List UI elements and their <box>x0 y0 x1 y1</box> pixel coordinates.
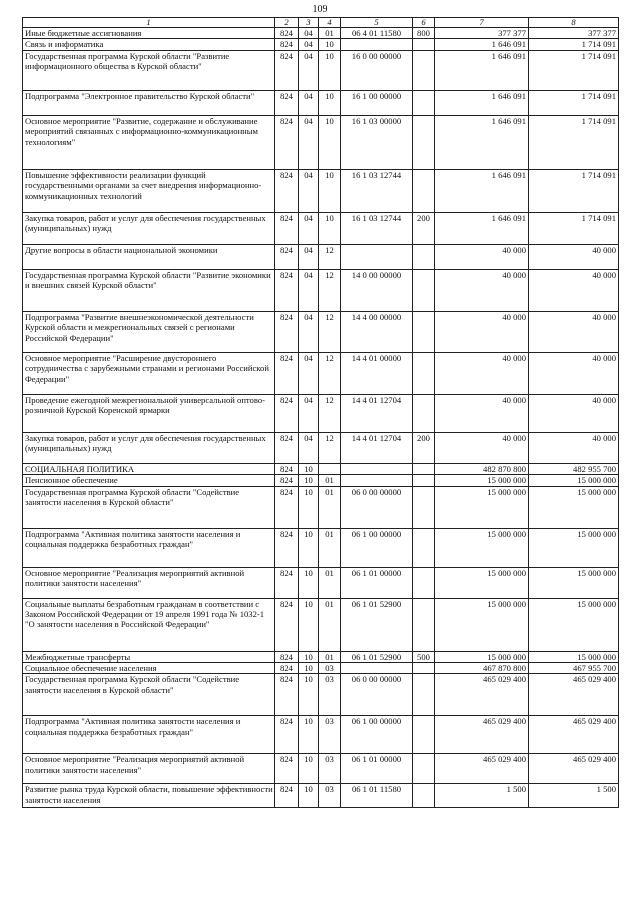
row-vr <box>413 486 435 528</box>
row-vr <box>413 663 435 674</box>
row-rz: 10 <box>299 716 319 754</box>
table-row <box>23 598 619 651</box>
row-rz: 04 <box>299 269 319 311</box>
row-sum-1: 482 870 800 <box>435 463 529 474</box>
row-sum-2: 1 714 091 <box>529 169 619 212</box>
row-vr <box>413 269 435 311</box>
row-pr: 01 <box>319 486 341 528</box>
row-pr: 01 <box>319 598 341 651</box>
row-grbs: 824 <box>275 50 299 90</box>
row-grbs: 824 <box>275 352 299 394</box>
row-pr: 10 <box>319 212 341 244</box>
row-grbs: 824 <box>275 90 299 115</box>
row-sum-2: 15 000 000 <box>529 567 619 598</box>
header-row <box>23 18 619 28</box>
column-header: 8 <box>529 18 619 28</box>
row-vr <box>413 311 435 352</box>
row-sum-2: 15 000 000 <box>529 651 619 662</box>
table-row <box>23 663 619 674</box>
row-name: Подпрограмма "Активная политика занятости населения и социальная поддержка безработных граждан" <box>23 716 275 754</box>
row-pr: 10 <box>319 169 341 212</box>
row-name: Иные бюджетные ассигнования <box>23 28 275 39</box>
row-pr: 03 <box>319 754 341 784</box>
row-csr: 06 4 01 11580 <box>341 28 413 39</box>
row-pr: 03 <box>319 716 341 754</box>
row-pr: 01 <box>319 528 341 567</box>
row-rz: 04 <box>299 244 319 269</box>
table-row <box>23 716 619 754</box>
row-sum-1: 40 000 <box>435 269 529 311</box>
row-csr: 16 1 03 12744 <box>341 169 413 212</box>
row-sum-1: 15 000 000 <box>435 528 529 567</box>
row-pr: 10 <box>319 90 341 115</box>
row-sum-2: 1 714 091 <box>529 39 619 50</box>
row-csr: 14 4 00 00000 <box>341 311 413 352</box>
row-sum-1: 1 500 <box>435 784 529 808</box>
table-row <box>23 475 619 486</box>
row-grbs: 824 <box>275 754 299 784</box>
row-csr: 06 0 00 00000 <box>341 674 413 716</box>
row-sum-2: 40 000 <box>529 269 619 311</box>
row-rz: 04 <box>299 394 319 432</box>
row-vr <box>413 528 435 567</box>
row-csr <box>341 475 413 486</box>
row-pr: 01 <box>319 651 341 662</box>
row-sum-2: 40 000 <box>529 352 619 394</box>
row-name: Закупка товаров, работ и услуг для обеспечения государственных (муниципальных) нужд <box>23 212 275 244</box>
row-csr: 16 0 00 00000 <box>341 50 413 90</box>
row-name: Основное мероприятие "Расширение двустороннего сотрудничества с зарубежными странами и регионами Российской Федерации" <box>23 352 275 394</box>
row-grbs: 824 <box>275 674 299 716</box>
row-csr: 06 1 01 00000 <box>341 567 413 598</box>
row-sum-1: 40 000 <box>435 244 529 269</box>
row-sum-1: 15 000 000 <box>435 598 529 651</box>
row-pr: 03 <box>319 784 341 808</box>
row-grbs: 824 <box>275 663 299 674</box>
row-grbs: 824 <box>275 244 299 269</box>
table-row <box>23 39 619 50</box>
row-sum-2: 467 955 700 <box>529 663 619 674</box>
row-name: Основное мероприятие "Развитие, содержание и обслуживание мероприятий связанных с информационно-коммуникационным технологиям" <box>23 115 275 169</box>
row-sum-1: 377 377 <box>435 28 529 39</box>
row-vr <box>413 716 435 754</box>
row-csr <box>341 463 413 474</box>
row-rz: 10 <box>299 784 319 808</box>
row-rz: 04 <box>299 352 319 394</box>
row-sum-1: 1 646 091 <box>435 39 529 50</box>
row-sum-2: 40 000 <box>529 432 619 463</box>
table-row <box>23 269 619 311</box>
row-sum-1: 1 646 091 <box>435 50 529 90</box>
row-vr: 500 <box>413 651 435 662</box>
row-csr: 14 4 01 00000 <box>341 352 413 394</box>
row-grbs: 824 <box>275 432 299 463</box>
row-sum-2: 377 377 <box>529 28 619 39</box>
row-pr: 10 <box>319 50 341 90</box>
table-body <box>23 18 619 808</box>
row-rz: 10 <box>299 528 319 567</box>
table-row <box>23 169 619 212</box>
row-sum-2: 40 000 <box>529 394 619 432</box>
table-row <box>23 50 619 90</box>
row-rz: 10 <box>299 567 319 598</box>
row-sum-1: 15 000 000 <box>435 567 529 598</box>
row-grbs: 824 <box>275 311 299 352</box>
row-csr: 16 1 00 00000 <box>341 90 413 115</box>
row-rz: 10 <box>299 663 319 674</box>
row-grbs: 824 <box>275 475 299 486</box>
row-sum-2: 1 714 091 <box>529 115 619 169</box>
row-sum-1: 1 646 091 <box>435 115 529 169</box>
row-vr <box>413 598 435 651</box>
table-row <box>23 754 619 784</box>
row-vr: 200 <box>413 212 435 244</box>
row-sum-2: 15 000 000 <box>529 486 619 528</box>
row-rz: 04 <box>299 169 319 212</box>
row-pr: 12 <box>319 394 341 432</box>
row-rz: 04 <box>299 115 319 169</box>
row-grbs: 824 <box>275 394 299 432</box>
row-sum-2: 15 000 000 <box>529 598 619 651</box>
table-row <box>23 432 619 463</box>
row-grbs: 824 <box>275 212 299 244</box>
row-name: Социальное обеспечение населения <box>23 663 275 674</box>
row-pr: 10 <box>319 115 341 169</box>
column-header: 2 <box>275 18 299 28</box>
row-rz: 04 <box>299 90 319 115</box>
row-rz: 04 <box>299 50 319 90</box>
column-header: 5 <box>341 18 413 28</box>
row-csr: 06 1 01 00000 <box>341 754 413 784</box>
row-csr: 14 4 01 12704 <box>341 432 413 463</box>
column-header: 4 <box>319 18 341 28</box>
row-name: Основное мероприятие "Реализация мероприятий активной политики занятости населения" <box>23 754 275 784</box>
row-sum-1: 15 000 000 <box>435 486 529 528</box>
row-vr <box>413 352 435 394</box>
row-pr: 12 <box>319 244 341 269</box>
row-sum-2: 1 714 091 <box>529 50 619 90</box>
row-name: Государственная программа Курской области "Содействие занятости населения в Курской области" <box>23 486 275 528</box>
row-grbs: 824 <box>275 784 299 808</box>
row-name: Проведение ежегодной межрегиональной универсальной оптово-розничной Курской Коренской ярмарки <box>23 394 275 432</box>
row-sum-2: 465 029 400 <box>529 716 619 754</box>
row-sum-1: 465 029 400 <box>435 754 529 784</box>
row-pr: 12 <box>319 269 341 311</box>
row-vr: 200 <box>413 432 435 463</box>
row-pr: 01 <box>319 567 341 598</box>
row-sum-2: 465 029 400 <box>529 674 619 716</box>
row-csr: 06 1 00 00000 <box>341 716 413 754</box>
row-rz: 10 <box>299 463 319 474</box>
row-grbs: 824 <box>275 528 299 567</box>
row-csr: 06 1 01 52900 <box>341 598 413 651</box>
row-sum-1: 15 000 000 <box>435 651 529 662</box>
row-sum-1: 465 029 400 <box>435 674 529 716</box>
table-row <box>23 311 619 352</box>
table-row <box>23 394 619 432</box>
row-vr <box>413 90 435 115</box>
row-csr: 06 1 01 11580 <box>341 784 413 808</box>
row-vr <box>413 39 435 50</box>
row-sum-1: 40 000 <box>435 352 529 394</box>
row-vr <box>413 50 435 90</box>
row-csr: 06 1 01 52900 <box>341 651 413 662</box>
row-rz: 04 <box>299 311 319 352</box>
row-name: Другие вопросы в области национальной экономики <box>23 244 275 269</box>
row-vr <box>413 394 435 432</box>
row-grbs: 824 <box>275 269 299 311</box>
row-sum-1: 1 646 091 <box>435 169 529 212</box>
row-sum-1: 40 000 <box>435 432 529 463</box>
row-vr <box>413 169 435 212</box>
row-pr: 01 <box>319 28 341 39</box>
column-header: 1 <box>23 18 275 28</box>
table-row <box>23 567 619 598</box>
row-name: Государственная программа Курской области "Развитие информационного общества в Курской области" <box>23 50 275 90</box>
row-csr: 16 1 03 12744 <box>341 212 413 244</box>
row-sum-2: 15 000 000 <box>529 475 619 486</box>
row-name: СОЦИАЛЬНАЯ ПОЛИТИКА <box>23 463 275 474</box>
row-name: Подпрограмма "Активная политика занятости населения и социальная поддержка безработных граждан" <box>23 528 275 567</box>
row-rz: 10 <box>299 486 319 528</box>
row-rz: 10 <box>299 598 319 651</box>
row-pr: 12 <box>319 352 341 394</box>
row-vr <box>413 115 435 169</box>
row-csr: 14 0 00 00000 <box>341 269 413 311</box>
row-name: Закупка товаров, работ и услуг для обеспечения государственных (муниципальных) нужд <box>23 432 275 463</box>
row-grbs: 824 <box>275 651 299 662</box>
row-vr <box>413 674 435 716</box>
column-header: 3 <box>299 18 319 28</box>
row-grbs: 824 <box>275 567 299 598</box>
row-sum-1: 1 646 091 <box>435 212 529 244</box>
row-grbs: 824 <box>275 486 299 528</box>
row-grbs: 824 <box>275 716 299 754</box>
table-row <box>23 651 619 662</box>
table-row <box>23 90 619 115</box>
row-rz: 10 <box>299 651 319 662</box>
row-vr: 800 <box>413 28 435 39</box>
row-sum-2: 40 000 <box>529 311 619 352</box>
row-rz: 10 <box>299 754 319 784</box>
row-sum-2: 40 000 <box>529 244 619 269</box>
table-row <box>23 463 619 474</box>
row-rz: 10 <box>299 674 319 716</box>
row-vr <box>413 244 435 269</box>
table-row <box>23 528 619 567</box>
row-name: Государственная программа Курской области "Содействие занятости населения в Курской области" <box>23 674 275 716</box>
row-vr <box>413 784 435 808</box>
row-grbs: 824 <box>275 39 299 50</box>
row-name: Подпрограмма "Развитие внешнеэкономической деятельности Курской области и межрегиональных связей с регионами Российской Федерации" <box>23 311 275 352</box>
table-row <box>23 115 619 169</box>
row-rz: 04 <box>299 432 319 463</box>
row-sum-2: 1 500 <box>529 784 619 808</box>
table-row <box>23 674 619 716</box>
table-row <box>23 486 619 528</box>
column-header: 7 <box>435 18 529 28</box>
row-pr <box>319 463 341 474</box>
row-pr: 10 <box>319 39 341 50</box>
row-rz: 04 <box>299 28 319 39</box>
row-grbs: 824 <box>275 463 299 474</box>
row-grbs: 824 <box>275 598 299 651</box>
budget-table <box>22 17 619 808</box>
page-number: 109 <box>312 4 328 15</box>
row-grbs: 824 <box>275 28 299 39</box>
row-vr <box>413 754 435 784</box>
row-sum-1: 1 646 091 <box>435 90 529 115</box>
row-name: Связь и информатика <box>23 39 275 50</box>
row-name: Межбюджетные трансферты <box>23 651 275 662</box>
row-name: Социальные выплаты безработным гражданам в соответствии с Законом Российской Федерации от 19 апреля 1991 года № 1032-1 "О занятости населения в Российской Федерации" <box>23 598 275 651</box>
row-pr: 03 <box>319 674 341 716</box>
row-sum-1: 465 029 400 <box>435 716 529 754</box>
row-sum-2: 1 714 091 <box>529 90 619 115</box>
table-row <box>23 212 619 244</box>
row-sum-1: 467 870 800 <box>435 663 529 674</box>
row-sum-1: 40 000 <box>435 394 529 432</box>
row-pr: 03 <box>319 663 341 674</box>
row-csr: 06 0 00 00000 <box>341 486 413 528</box>
row-name: Пенсионное обеспечение <box>23 475 275 486</box>
row-csr <box>341 244 413 269</box>
column-header: 6 <box>413 18 435 28</box>
row-sum-2: 482 955 700 <box>529 463 619 474</box>
row-rz: 04 <box>299 39 319 50</box>
table-row <box>23 244 619 269</box>
row-sum-2: 15 000 000 <box>529 528 619 567</box>
row-name: Государственная программа Курской области "Развитие экономики и внешних связей Курской области" <box>23 269 275 311</box>
row-name: Повышение эффективности реализации функций государственными органами за счет внедрения информационно-коммуникационных технологий <box>23 169 275 212</box>
row-sum-2: 1 714 091 <box>529 212 619 244</box>
row-vr <box>413 475 435 486</box>
row-grbs: 824 <box>275 115 299 169</box>
table-row <box>23 352 619 394</box>
row-pr: 12 <box>319 432 341 463</box>
table-row <box>23 784 619 808</box>
row-csr <box>341 39 413 50</box>
row-sum-1: 40 000 <box>435 311 529 352</box>
row-csr <box>341 663 413 674</box>
row-csr: 14 4 01 12704 <box>341 394 413 432</box>
table-row <box>23 28 619 39</box>
row-csr: 16 1 03 00000 <box>341 115 413 169</box>
row-vr <box>413 567 435 598</box>
row-name: Подпрограмма "Электронное правительство Курской области" <box>23 90 275 115</box>
row-pr: 01 <box>319 475 341 486</box>
row-csr: 06 1 00 00000 <box>341 528 413 567</box>
row-sum-2: 465 029 400 <box>529 754 619 784</box>
row-vr <box>413 463 435 474</box>
row-rz: 04 <box>299 212 319 244</box>
row-name: Основное мероприятие "Реализация мероприятий активной политики занятости населения" <box>23 567 275 598</box>
row-grbs: 824 <box>275 169 299 212</box>
row-pr: 12 <box>319 311 341 352</box>
row-sum-1: 15 000 000 <box>435 475 529 486</box>
row-name: Развитие рынка труда Курской области, повышение эффективности занятости населения <box>23 784 275 808</box>
row-rz: 10 <box>299 475 319 486</box>
